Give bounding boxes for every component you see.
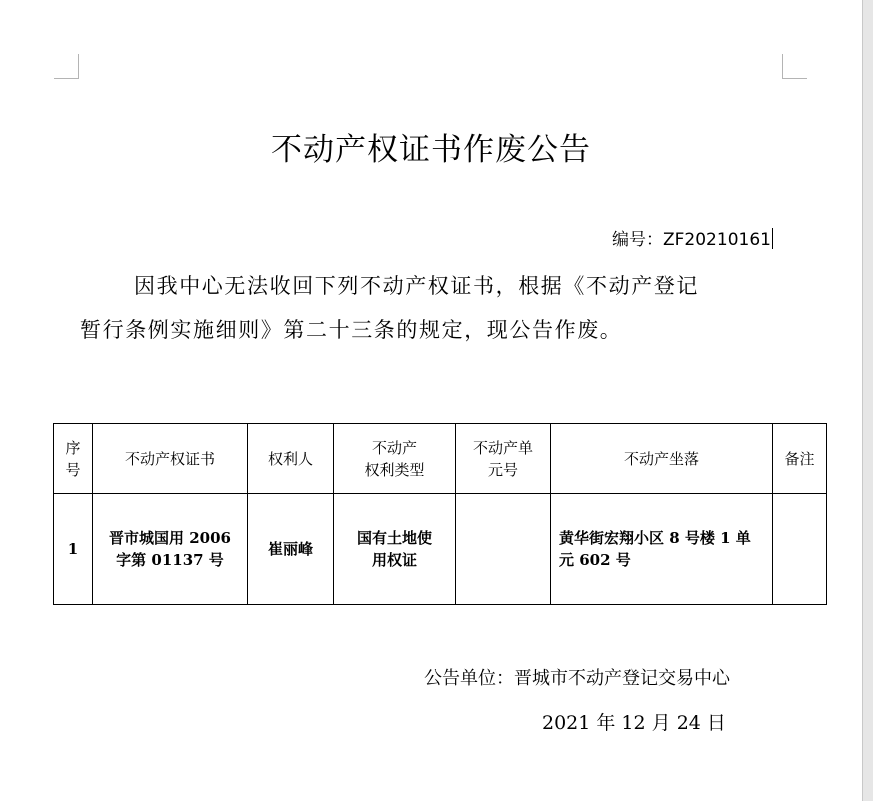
cell-unit-number bbox=[456, 494, 551, 605]
window-scroll-gutter bbox=[862, 0, 873, 801]
void-certificate-table bbox=[53, 423, 827, 605]
header-serial-number: 序 号 bbox=[54, 424, 93, 494]
document-title: 不动产权证书作废公告 bbox=[271, 132, 591, 168]
announcement-paragraph-line-2: 暂行条例实施细则》第二十三条的规定，现公告作废。 bbox=[80, 318, 623, 342]
cell-right-type: 国有土地使 用权证 bbox=[334, 494, 456, 605]
header-certificate: 不动产权证书 bbox=[93, 424, 248, 494]
header-location: 不动产坐落 bbox=[551, 424, 773, 494]
cell-right-holder: 崔丽峰 bbox=[248, 494, 334, 605]
text-cursor bbox=[772, 228, 773, 249]
page-margin-corner-top-left bbox=[54, 54, 79, 79]
table-row bbox=[54, 494, 827, 605]
header-unit-number: 不动产单 元号 bbox=[456, 424, 551, 494]
cell-serial-number: 1 bbox=[54, 494, 93, 605]
page-margin-corner-top-right bbox=[782, 54, 807, 79]
issuing-unit: 公告单位：晋城市不动产登记交易中心 bbox=[424, 668, 730, 689]
document-number[interactable] bbox=[612, 225, 773, 250]
document-number-text: 编号：ZF20210161 bbox=[612, 230, 771, 250]
table-header-row bbox=[54, 424, 827, 494]
header-right-holder: 权利人 bbox=[248, 424, 334, 494]
cell-note bbox=[773, 494, 827, 605]
announcement-date: 2021 年 12 月 24 日 bbox=[542, 712, 726, 734]
cell-certificate: 晋市城国用 2006 字第 01137 号 bbox=[93, 494, 248, 605]
header-right-type: 不动产 权利类型 bbox=[334, 424, 456, 494]
cell-location: 黄华街宏翔小区 8 号楼 1 单 元 602 号 bbox=[551, 494, 773, 605]
announcement-paragraph-line-1: 因我中心无法收回下列不动产权证书，根据《不动产登记 bbox=[134, 274, 699, 298]
header-note: 备注 bbox=[773, 424, 827, 494]
